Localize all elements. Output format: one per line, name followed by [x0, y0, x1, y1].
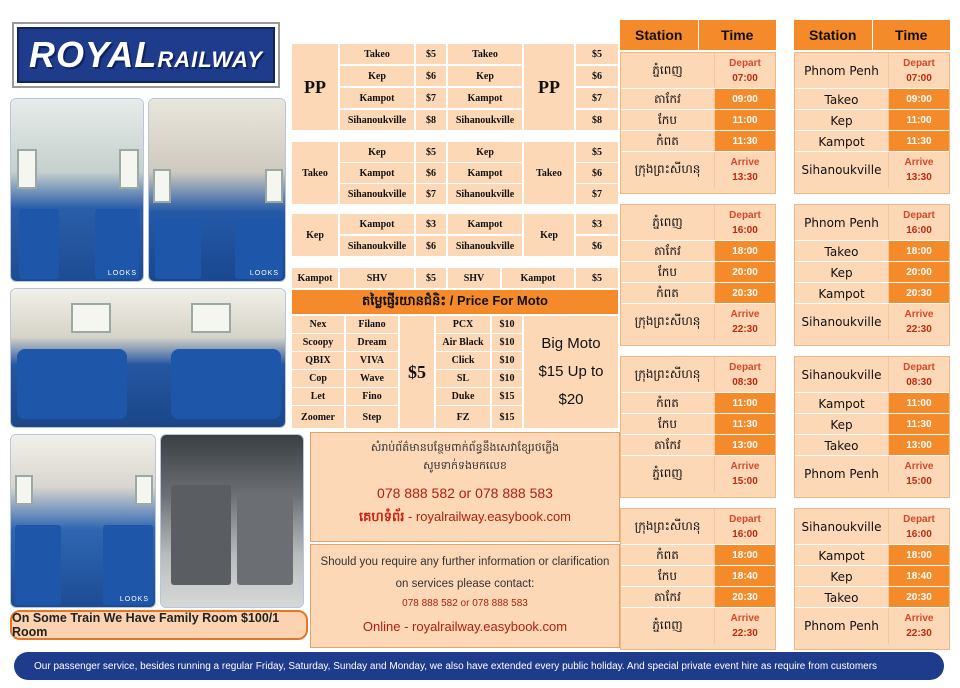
fare-price: $5	[576, 268, 618, 288]
moto-price: $10	[492, 316, 522, 333]
contact-en-website[interactable]: Online - royalrailway.easybook.com	[362, 619, 568, 634]
fare-dest: Takeo	[340, 44, 414, 64]
schedule-row	[795, 435, 949, 456]
station-name: Takeo	[795, 435, 889, 456]
logo-text	[29, 34, 263, 76]
time-value: 13:00	[715, 435, 775, 456]
schedule-table-en	[794, 356, 950, 498]
contact-kh-line2: សូមទាក់ទងមកលេខ	[423, 459, 507, 472]
fare-dest: Sihanoukville	[448, 236, 522, 256]
depart-label: Depart	[903, 514, 935, 525]
station-name: Kampot	[795, 545, 889, 566]
moto-name: Step	[346, 406, 398, 428]
station-name: កំពត	[621, 393, 715, 414]
schedule-row	[621, 545, 775, 566]
family-room-banner: On Some Train We Have Family Room $100/1 Room	[10, 610, 308, 640]
fare-price: $6	[416, 163, 446, 183]
fare-dest: Sihanoukville	[448, 184, 522, 204]
moto-price: $15	[492, 406, 522, 428]
station-name: តាកែវ	[621, 587, 715, 608]
time-value: 18:00	[715, 545, 775, 566]
station-name: កំពត	[621, 131, 715, 152]
fare-origin-pp: PP	[524, 44, 574, 130]
fare-price: $7	[416, 184, 446, 204]
schedule-row	[795, 566, 949, 587]
schedule-row	[621, 509, 775, 545]
time-value: 08:30	[732, 377, 758, 388]
time-value: 18:40	[889, 566, 949, 587]
fare-dest: SHV	[340, 268, 414, 288]
time-value: 18:00	[715, 241, 775, 262]
time-value: 20:30	[715, 283, 775, 304]
station-name: Phnom Penh	[795, 53, 889, 89]
schedule-row	[795, 241, 949, 262]
time-value: 09:00	[715, 89, 775, 110]
station-name: កំពត	[621, 283, 715, 304]
schedule-row	[621, 456, 775, 492]
station-name: Kampot	[795, 393, 889, 414]
schedule-row	[795, 509, 949, 545]
schedule-row	[795, 587, 949, 608]
time-value: 22:30	[732, 628, 758, 639]
logo-main: ROYAL	[29, 34, 158, 75]
contact-en-line1: Should you require any further information or clarification	[320, 556, 610, 568]
moto-name: VIVA	[346, 352, 398, 369]
station-name: Takeo	[795, 89, 889, 110]
depart-label: Depart	[903, 362, 935, 373]
time-value: 11:30	[715, 131, 775, 152]
contact-en-line2: on services please contact:	[395, 578, 535, 590]
schedule-row	[621, 435, 775, 456]
time-depart	[889, 357, 949, 393]
station-name: ភ្នំពេញ	[621, 456, 715, 492]
time-value: 15:00	[732, 476, 758, 487]
fare-dest: Sihanoukville	[340, 110, 414, 130]
big-moto-line2: $15 Up to	[538, 363, 604, 380]
fare-origin-pp: PP	[292, 44, 338, 130]
fare-origin-takeo: Takeo	[524, 142, 574, 204]
station-name: Kep	[795, 566, 889, 587]
depart-label: Depart	[729, 514, 761, 525]
moto-price-header: តម្លៃផ្ញើរយានជំនិះ / Price For Moto	[292, 290, 618, 314]
arrive-label: Arrive	[904, 157, 934, 168]
time-value: 16:00	[732, 225, 758, 236]
time-value: 18:00	[889, 545, 949, 566]
contact-english	[310, 544, 620, 648]
time-value: 20:30	[715, 587, 775, 608]
schedule-header-kh	[620, 20, 776, 50]
time-value: 13:30	[732, 172, 758, 183]
schedule-row	[621, 131, 775, 152]
time-value: 11:00	[889, 393, 949, 414]
station-name: ក្រុងព្រះសីហនុ	[621, 304, 715, 340]
depart-label: Depart	[729, 58, 761, 69]
schedule-row	[621, 414, 775, 435]
schedule-row	[795, 205, 949, 241]
schedule-table-en	[794, 52, 950, 194]
moto-name: Nex	[292, 316, 344, 333]
station-name: តាកែវ	[621, 435, 715, 456]
contact-khmer	[310, 432, 620, 542]
schedule-row	[621, 357, 775, 393]
fare-price: $6	[416, 236, 446, 256]
moto-price: $15	[492, 388, 522, 405]
arrive-label: Arrive	[730, 613, 760, 624]
moto-name: Let	[292, 388, 344, 405]
schedule-table-kh	[620, 52, 776, 194]
schedule-row	[621, 241, 775, 262]
time-arrive	[715, 152, 775, 188]
big-moto-line1: Big Moto	[541, 335, 601, 352]
station-name: Kep	[795, 414, 889, 435]
time-arrive	[889, 608, 949, 644]
time-depart	[715, 205, 775, 241]
station-name: ក្រុងព្រះសីហនុ	[621, 152, 715, 188]
schedule-row	[795, 152, 949, 188]
fare-dest: Kep	[340, 66, 414, 86]
station-name: Kampot	[795, 283, 889, 304]
schedule-row	[621, 587, 775, 608]
schedule-row	[795, 131, 949, 152]
header-station: Station	[809, 27, 857, 43]
fare-price: $5	[416, 142, 446, 162]
station-name: តាកែវ	[621, 241, 715, 262]
schedule-table-kh	[620, 508, 776, 650]
time-value: 11:30	[889, 131, 949, 152]
footer-banner: Our passenger service, besides running a regular Friday, Saturday, Sunday and Monday, we also have extended every public holiday. And special private event hire as require from customers	[14, 652, 944, 680]
time-value: 20:30	[889, 587, 949, 608]
time-depart	[715, 53, 775, 89]
photo-watermark: LOOKS	[249, 270, 279, 277]
schedule-row	[795, 262, 949, 283]
photo-coach-interior-2	[148, 98, 286, 282]
station-name: Sihanoukville	[795, 304, 889, 340]
photo-coach-interior-3	[10, 434, 156, 608]
schedule-row	[621, 205, 775, 241]
fare-price: $6	[416, 66, 446, 86]
schedule-row	[795, 357, 949, 393]
photo-watermark: LOOKS	[107, 270, 137, 277]
schedule-row	[621, 262, 775, 283]
station-name: Sihanoukville	[795, 152, 889, 188]
photo-lounge-coach	[10, 288, 286, 428]
fare-price: $3	[416, 214, 446, 234]
fare-price: $5	[576, 44, 618, 64]
fare-origin-kampot: Kampot	[292, 268, 338, 288]
schedule-row	[795, 608, 949, 644]
schedule-row	[795, 414, 949, 435]
station-name: Takeo	[795, 587, 889, 608]
station-name: Phnom Penh	[795, 456, 889, 492]
moto-name: Filano	[346, 316, 398, 333]
time-value: 22:30	[906, 628, 932, 639]
station-name: កែប	[621, 414, 715, 435]
depart-label: Depart	[903, 210, 935, 221]
schedule-row	[795, 110, 949, 131]
fare-dest: Kep	[340, 142, 414, 162]
time-value: 16:00	[906, 529, 932, 540]
time-value: 09:00	[889, 89, 949, 110]
fare-price: $7	[576, 88, 618, 108]
schedule-row	[621, 393, 775, 414]
moto-name: QBIX	[292, 352, 344, 369]
station-name: ភ្នំពេញ	[621, 53, 715, 89]
arrive-label: Arrive	[904, 309, 934, 320]
time-value: 11:00	[715, 393, 775, 414]
royal-railway-logo	[12, 22, 280, 88]
station-name: កែប	[621, 110, 715, 131]
fare-dest: Kampot	[340, 163, 414, 183]
logo-sub: RAILWAY	[157, 47, 263, 72]
fare-price: $6	[576, 163, 618, 183]
station-name: Phnom Penh	[795, 608, 889, 644]
logo-background	[17, 27, 275, 83]
time-depart	[889, 509, 949, 545]
time-value: 20:00	[889, 262, 949, 283]
header-station: Station	[635, 27, 683, 43]
schedule-row	[795, 456, 949, 492]
fare-price: $7	[576, 184, 618, 204]
fare-price: $5	[416, 44, 446, 64]
moto-price: $10	[492, 370, 522, 387]
fare-price: $8	[576, 110, 618, 130]
time-value: 11:30	[715, 414, 775, 435]
time-value: 11:30	[889, 414, 949, 435]
schedule-table-kh	[620, 204, 776, 346]
station-name: Kep	[795, 262, 889, 283]
schedule-row	[795, 393, 949, 414]
time-arrive	[889, 152, 949, 188]
fare-price: $5	[576, 142, 618, 162]
schedule-table-en	[794, 508, 950, 650]
moto-group-price: $5	[400, 316, 434, 428]
moto-price: $10	[492, 334, 522, 351]
photo-watermark: LOOKS	[119, 596, 149, 603]
time-value: 22:30	[732, 324, 758, 335]
fare-dest: Kampot	[448, 88, 522, 108]
arrive-label: Arrive	[730, 157, 760, 168]
depart-label: Depart	[729, 210, 761, 221]
time-value: 16:00	[732, 529, 758, 540]
contact-kh-line1: សំរាប់ព័ត៌មានបន្ថែមពាក់ព័ន្ធនឹងសេវាខ្សែរថភ្លើង	[370, 441, 560, 454]
fare-origin-takeo: Takeo	[292, 142, 338, 204]
arrive-label: Arrive	[730, 461, 760, 472]
station-name: ក្រុងព្រះសីហនុ	[621, 509, 715, 545]
arrive-label: Arrive	[904, 613, 934, 624]
fare-origin-kampot: Kampot	[502, 268, 574, 288]
fare-price: $6	[576, 66, 618, 86]
station-name: Sihanoukville	[795, 357, 889, 393]
time-value: 11:00	[889, 110, 949, 131]
fare-price: $8	[416, 110, 446, 130]
fare-origin-kep: Kep	[292, 214, 338, 256]
moto-name: Wave	[346, 370, 398, 387]
fare-price: $6	[576, 236, 618, 256]
moto-name: Dream	[346, 334, 398, 351]
time-value: 07:00	[732, 73, 758, 84]
website-label: គេហទំព័រ	[358, 509, 405, 524]
fare-dest: Kep	[448, 142, 522, 162]
arrive-label: Arrive	[730, 309, 760, 320]
station-name: Phnom Penh	[795, 205, 889, 241]
schedule-row	[621, 89, 775, 110]
schedule-row	[795, 53, 949, 89]
station-name: Takeo	[795, 241, 889, 262]
time-depart	[715, 357, 775, 393]
time-value: 15:00	[906, 476, 932, 487]
time-value: 20:00	[715, 262, 775, 283]
schedule-row	[621, 283, 775, 304]
moto-name: SL	[436, 370, 490, 387]
header-time: Time	[872, 20, 951, 50]
moto-name: Scoopy	[292, 334, 344, 351]
time-value: 22:30	[906, 324, 932, 335]
depart-label: Depart	[729, 362, 761, 373]
fare-dest: Sihanoukville	[340, 236, 414, 256]
station-name: Sihanoukville	[795, 509, 889, 545]
fare-dest: Takeo	[448, 44, 522, 64]
station-name: កំពត	[621, 545, 715, 566]
fare-dest: Kampot	[340, 214, 414, 234]
time-value: 16:00	[906, 225, 932, 236]
moto-price: $10	[492, 352, 522, 369]
station-name: Kampot	[795, 131, 889, 152]
time-depart	[889, 205, 949, 241]
station-name: កែប	[621, 262, 715, 283]
time-arrive	[715, 456, 775, 492]
schedule-row	[621, 53, 775, 89]
station-name: ក្រុងព្រះសីហនុ	[621, 357, 715, 393]
schedule-table-kh	[620, 356, 776, 498]
fare-dest: Kep	[448, 66, 522, 86]
fare-dest: Kampot	[448, 214, 522, 234]
station-name: Kep	[795, 110, 889, 131]
contact-kh-website[interactable]	[311, 509, 619, 528]
photo-grey-seats	[160, 434, 304, 608]
schedule-row	[795, 545, 949, 566]
fare-origin-kep: Kep	[524, 214, 574, 256]
moto-name: Duke	[436, 388, 490, 405]
fare-dest: Sihanoukville	[448, 110, 522, 130]
time-arrive	[715, 304, 775, 340]
fare-price: $7	[416, 88, 446, 108]
time-arrive	[715, 608, 775, 644]
time-value: 07:00	[906, 73, 932, 84]
depart-label: Depart	[903, 58, 935, 69]
schedule-row	[795, 304, 949, 340]
station-name: កែប	[621, 566, 715, 587]
station-name: ភ្នំពេញ	[621, 608, 715, 644]
time-arrive	[889, 456, 949, 492]
schedule-row	[621, 110, 775, 131]
time-value: 08:30	[906, 377, 932, 388]
contact-en-phones: 078 888 582 or 078 888 583	[402, 598, 528, 609]
schedule-row	[621, 566, 775, 587]
header-time: Time	[698, 20, 777, 50]
contact-kh-phones: 078 888 582 or 078 888 583	[377, 485, 553, 501]
time-value: 13:00	[889, 435, 949, 456]
time-value: 13:30	[906, 172, 932, 183]
schedule-row	[795, 283, 949, 304]
time-arrive	[889, 304, 949, 340]
fare-dest: Kampot	[448, 163, 522, 183]
fare-price: $5	[416, 268, 446, 288]
fare-price: $3	[576, 214, 618, 234]
fare-dest: SHV	[448, 268, 500, 288]
schedule-table-en	[794, 204, 950, 346]
photo-coach-interior-1	[10, 98, 144, 282]
station-name: ភ្នំពេញ	[621, 205, 715, 241]
moto-name: Click	[436, 352, 490, 369]
time-value: 18:00	[889, 241, 949, 262]
moto-name: Zoomer	[292, 406, 344, 428]
moto-name: Cop	[292, 370, 344, 387]
time-depart	[715, 509, 775, 545]
schedule-row	[795, 89, 949, 110]
moto-name: Fino	[346, 388, 398, 405]
time-depart	[889, 53, 949, 89]
time-value: 20:30	[889, 283, 949, 304]
fare-dest: Kampot	[340, 88, 414, 108]
time-value: 18:40	[715, 566, 775, 587]
website-url[interactable]: - royalrailway.easybook.com	[404, 509, 572, 524]
moto-name: Air Black	[436, 334, 490, 351]
schedule-row	[621, 304, 775, 340]
big-moto-price	[524, 316, 618, 428]
station-name: តាកែវ	[621, 89, 715, 110]
time-value: 11:00	[715, 110, 775, 131]
schedule-header-en	[794, 20, 950, 50]
arrive-label: Arrive	[904, 461, 934, 472]
moto-name: PCX	[436, 316, 490, 333]
schedule-row	[621, 152, 775, 188]
schedule-row	[621, 608, 775, 644]
big-moto-line3: $20	[558, 391, 584, 408]
moto-name: FZ	[436, 406, 490, 428]
fare-dest: Sihanoukville	[340, 184, 414, 204]
